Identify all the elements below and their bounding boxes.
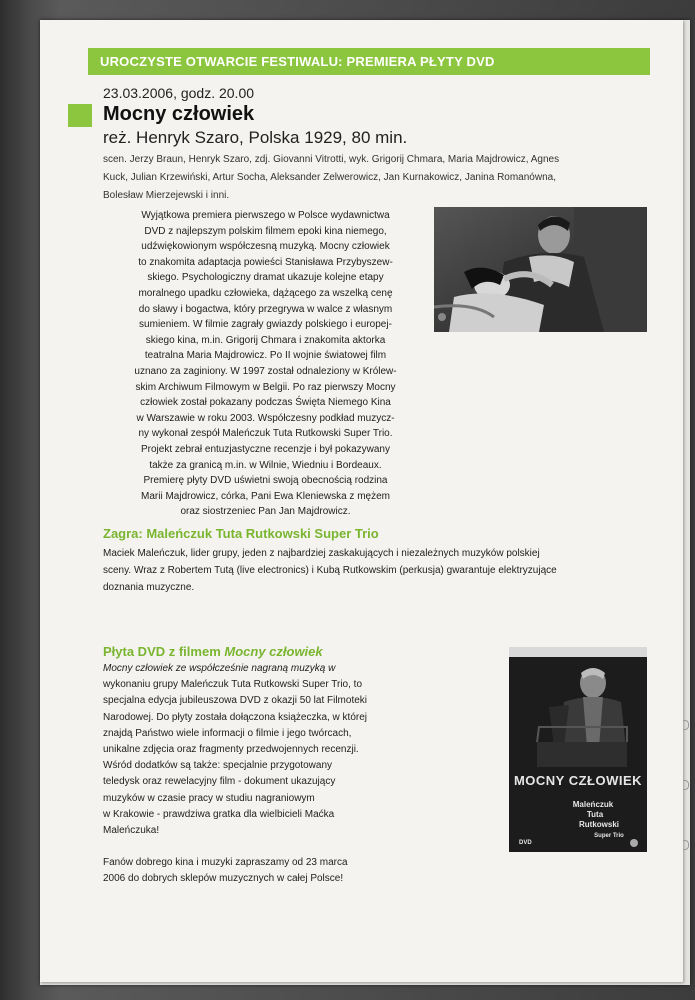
dvd-cover-illustration <box>509 647 647 852</box>
credits-line: Bolesław Mierzejewski i inni. <box>103 190 230 201</box>
dvd-line: Narodowej. Do płyty została dołączona książeczka, w której <box>103 711 368 723</box>
dvd-cover-band: Rutkowski <box>578 820 620 829</box>
accent-square <box>68 104 92 127</box>
dvd-cover-band: Super Trio <box>594 833 624 839</box>
description-line: moralnego upadku człowieka, dążącego za wszelką cenę <box>138 287 393 299</box>
film-credits <box>103 151 643 205</box>
film-still-photo <box>434 207 647 332</box>
dvd-line: muzyków w czasie pracy w studiu nagraniowym <box>103 792 315 804</box>
dvd-line: Fanów dobrego kina i muzyki zapraszamy od 23 marca <box>103 857 348 869</box>
trio-description <box>103 545 648 596</box>
description-line: sumieniem. W filmie zagrały gwiazdy polskiego i europej- <box>139 319 392 331</box>
description-line: ny wykonał zespół Maleńczuk Tuta Rutkowski Super Trio. <box>138 428 393 440</box>
dvd-line: w Krakowie - prawdziwa gratka dla wielbicieli Maćka <box>103 808 335 820</box>
dvd-cover-band: Maleńczuk <box>572 800 614 809</box>
trio-line: Maciek Maleńczuk, lider grupy, jeden z najbardziej zaskakujących i niezależnych muzyków polskiej <box>103 548 540 559</box>
description-line: DVD z najlepszym polskim filmem epoki kina niemego, <box>144 225 387 237</box>
description-line: człowiek został pokazany podczas Święta Niemego Kina <box>140 397 391 409</box>
binding-ring <box>683 840 689 850</box>
dvd-cover-title: MOCNY CZŁOWIEK <box>513 773 643 788</box>
description-line: to znakomita adaptacja powieści Stanisława Przybyszew- <box>138 256 393 268</box>
binding-ring <box>683 720 689 730</box>
dvd-line: teledysk oraz rewelacyjny film - dokument ukazujący <box>103 776 336 788</box>
description-line: oraz siostrzeniec Pan Jan Majdrowicz. <box>180 506 351 518</box>
description-line: Wyjątkowa premiera pierwszego w Polsce wydawnictwa <box>141 210 390 221</box>
dvd-line: specjalna edycja jubileuszowa DVD z okazji 50 lat Filmoteki <box>103 695 368 707</box>
credits-line: Kuck, Julian Krzewiński, Artur Socha, Aleksander Zelwerowicz, Jan Kurnakowicz, Janina Romanówna, <box>103 172 556 183</box>
binding-ring <box>683 780 689 790</box>
description-line: skiego kina, m.in. Grigorij Chmara i znakomita aktorka <box>145 334 386 346</box>
dvd-line: 2006 do dobrych sklepów muzycznych w całej Polsce! <box>103 873 344 885</box>
dvd-line: Mocny człowiek ze współcześnie nagraną muzyką w <box>103 663 336 674</box>
dvd-heading-title: Mocny człowiek <box>224 644 323 659</box>
description-line: uznano za zaginiony. W 1997 został odnaleziony w Królew- <box>134 365 397 377</box>
dvd-line: wykonaniu grupy Maleńczuk Tuta Rutkowski Super Trio, to <box>103 679 363 691</box>
description-line: Projekt zebrał entuzjastyczne recenzje i był pokazywany <box>140 443 390 455</box>
dvd-cover-image <box>509 647 647 852</box>
description-line: w Warszawie w roku 2003. Współczesny podkład muzycz- <box>136 412 395 424</box>
dvd-line: Maleńczuka! <box>103 825 160 837</box>
film-description <box>103 208 428 520</box>
dvd-logo: DVD <box>519 840 532 846</box>
description-line: do sławy i bogactwa, który przegrywa w walce z własnym <box>138 303 393 315</box>
dvd-cover-band: Tuta <box>586 810 604 819</box>
trio-heading: Zagra: Maleńczuk Tuta Rutkowski Super Trio <box>103 526 379 541</box>
film-still-illustration <box>434 207 647 332</box>
trio-line: doznania muzyczne. <box>103 582 195 593</box>
film-director-line: reż. Henryk Szaro, Polska 1929, 80 min. <box>103 128 408 147</box>
description-line: udźwiękowionym współczesną muzyką. Mocny człowiek <box>141 241 390 253</box>
description-line: także za granicą m.in. w Wilnie, Wiedniu i Bordeaux. <box>149 459 382 471</box>
trio-line: sceny. Wraz z Robertem Tutą (live electronics) i Kubą Rutkowskim (perkusja) gwarantuje elektryzujące <box>103 565 557 576</box>
dvd-heading <box>103 644 323 659</box>
dvd-description <box>103 661 413 888</box>
description-line: skiego. Psychologiczny dramat ukazuje kolejne etapy <box>147 272 384 284</box>
description-line: Marii Majdrowicz, córka, Pani Ewa Kleniewska z mężem <box>141 490 390 502</box>
dvd-line: znajdą Państwo wiele informacji o filmie i jego twórcach, <box>103 727 352 739</box>
description-line: teatralna Maria Majdrowicz. Po II wojnie światowej film <box>144 350 387 362</box>
description-line: Premierę płyty DVD uświetni swoją obecnością rodzina <box>143 475 388 487</box>
film-title: Mocny człowiek <box>103 103 255 125</box>
festival-banner: UROCZYSTE OTWARCIE FESTIWALU: PREMIERA PŁYTY DVD <box>88 48 650 75</box>
dvd-line <box>103 839 413 855</box>
description-line: skim Archiwum Filmowym w Belgii. Po raz pierwszy Mocny <box>135 381 396 393</box>
credits-line: scen. Jerzy Braun, Henryk Szaro, zdj. Giovanni Vitrotti, wyk. Grigorij Chmara, Maria Majdrowicz, Agnes <box>103 154 560 165</box>
dvd-line: Wśród dodatków są także: specjalnie przygotowany <box>103 760 333 772</box>
dvd-heading-prefix: Płyta DVD z filmem <box>103 644 225 659</box>
dvd-line: unikalne zdjęcia oraz fragmenty przedwojennych recenzji. <box>103 744 359 756</box>
event-date: 23.03.2006, godz. 20.00 <box>103 85 255 101</box>
